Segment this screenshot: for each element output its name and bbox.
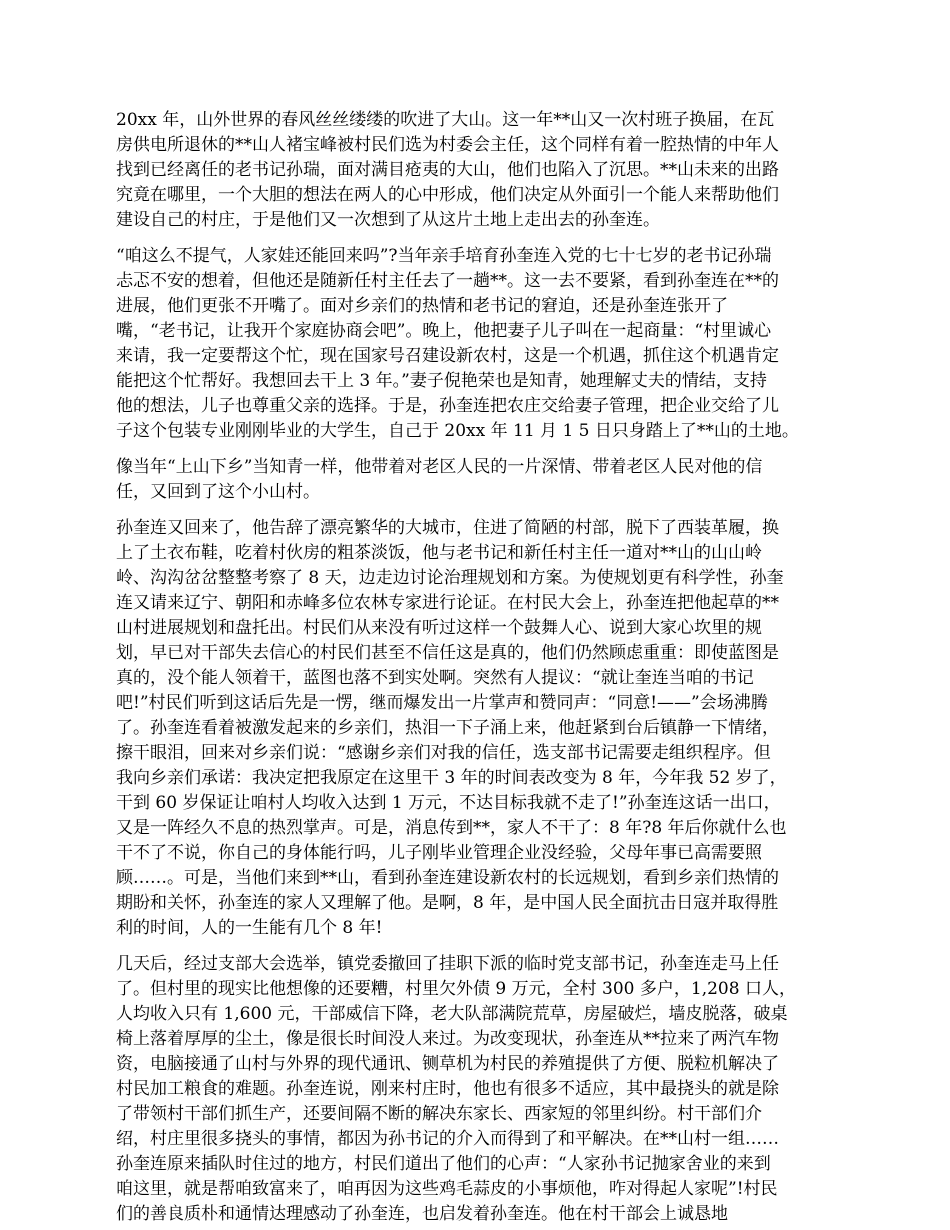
text-line: 绍，村庄里很多挠头的事情，都因为孙书记的介入而得到了和平解决。在**山村一组……: [116, 1129, 779, 1149]
text-line: 孙奎连又回来了，他告辞了漂亮繁华的大城市，住进了简陋的村部，脱下了西装革履，换: [116, 518, 779, 538]
text-line: 顾……。可是，当他们来到**山，看到孙奎连建设新农村的长远规划，看到乡亲们热情的: [116, 868, 779, 888]
paragraph: [116, 244, 837, 444]
text-line: 擦干眼泪，回来对乡亲们说：“感谢乡亲们对我的信任，选支部书记需要走组织程序。但: [116, 743, 771, 763]
text-line: 又是一阵经久不息的热烈掌声。可是，消息传到**，家人不干了：8 年?8 年后你就什么也: [116, 818, 787, 838]
paragraph: [116, 455, 837, 505]
text-line: 连又请来辽宁、朝阳和赤峰多位农林专家进行论证。在村民大会上，孙奎连把他起草的**: [116, 593, 779, 613]
paragraph: [116, 108, 837, 233]
text-line: 干不了不说，你自己的身体能行吗，儿子刚毕业管理企业没经验，父母年事已高需要照: [116, 843, 762, 863]
text-line: 究竟在哪里，一个大胆的想法在两人的心中形成，他们决定从外面引一个能人来帮助他们: [116, 185, 779, 205]
text-line: 了带领村干部们抓生产，还要间隔不断的解决东家长、西家短的邻里纠纷。村干部们介: [116, 1104, 762, 1124]
text-line: 找到已经离任的老书记孙瑞，面对满目疮夷的大山，他们也陷入了沉思。**山未来的出路: [116, 160, 779, 180]
text-line: 咱这里，就是帮咱致富来了，咱再因为这些鸡毛蒜皮的小事烦他，咋对得起人家呢”!村民: [116, 1179, 778, 1199]
text-line: 真的，没个能人领着干，蓝图也落不到实处啊。突然有人提议：“就让奎连当咱的书记: [116, 668, 754, 688]
text-line: 资，电脑接通了山村与外界的现代通讯、铡草机为村民的养殖提供了方便、脱粒机解决了: [116, 1054, 779, 1074]
text-line: 20xx 年，山外世界的春风丝丝缕缕的吹进了大山。这一年**山又一次村班子换届，在瓦: [116, 110, 775, 130]
text-line: 了。孙奎连看着被激发起来的乡亲们，热泪一下子涌上来，他赶紧到台后镇静一下情绪，: [116, 718, 779, 738]
text-line: 子这个包装专业刚刚毕业的大学生，自己于 20xx 年 11 月 1 5 日只身踏上了**山的土地。: [116, 421, 799, 441]
text-line: 岭、沟沟岔岔整整考察了 8 天，边走边讨论治理规划和方案。为使规划更有科学性，孙奎: [116, 568, 784, 588]
text-line: 期盼和关怀，孙奎连的家人又理解了他。是啊，8 年，是中国人民全面抗击日寇并取得胜: [116, 893, 779, 913]
text-line: 了。但村里的现实比他想像的还要糟，村里欠外债 9 万元，全村 300 多户，1,208 口人，: [116, 979, 796, 999]
text-line: 房供电所退休的**山人褚宝峰被村民们选为村委会主任，这个同样有着一腔热情的中年人: [116, 135, 779, 155]
text-line: 上了土衣布鞋，吃着村伙房的粗茶淡饭，他与老书记和新任村主任一道对**山的山山岭: [116, 543, 762, 563]
text-line: 们的善良质朴和通情达理感动了孙奎连，也启发着孙奎连。他在村干部会上诚恳地: [116, 1204, 728, 1224]
text-line: 任，又回到了这个小山村。: [116, 482, 320, 502]
text-line: 忐忑不安的想着，但他还是随新任村主任去了一趟**。这一去不要紧，看到孙奎连在**的: [116, 271, 779, 291]
text-line: 能把这个忙帮好。我想回去干上 3 年。”妻子倪艳荣也是知青，她理解丈夫的情结，支持: [116, 371, 767, 391]
text-line: “咱这么不提气，人家娃还能回来吗”?当年亲手培育孙奎连入党的七十七岁的老书记孙瑞: [116, 246, 772, 266]
text-line: 几天后，经过支部大会选举，镇党委撤回了挂职下派的临时党支部书记，孙奎连走马上任: [116, 954, 779, 974]
text-line: 来请，我一定要帮这个忙，现在国家号召建设新农村，这是一个机遇，抓住这个机遇肯定: [116, 346, 779, 366]
paragraph: [116, 516, 837, 941]
text-line: 吧!”村民们听到这话后先是一愣，继而爆发出一片掌声和赞同声：“同意!——”会场沸腾: [116, 693, 768, 713]
text-line: 像当年“上山下乡”当知青一样，他带着对老区人民的一片深情、带着老区人民对他的信: [116, 457, 763, 477]
text-line: 人均收入只有 1,600 元，干部威信下降，老大队部满院荒草，房屋破烂，墙皮脱落，破桌: [116, 1004, 788, 1024]
text-line: 我向乡亲们承诺：我决定把我原定在这里干 3 年的时间表改变为 8 年，今年我 52 岁了，: [116, 768, 787, 788]
text-line: 划，早已对干部失去信心的村民们甚至不信任这是真的，他们仍然顾虑重重：即使蓝图是: [116, 643, 779, 663]
text-line: 利的时间，人的一生能有几个 8 年!: [116, 918, 383, 938]
text-line: 嘴，“老书记，让我开个家庭协商会吧”。晚上，他把妻子儿子叫在一起商量：“村里诚心: [116, 321, 772, 341]
text-line: 孙奎连原来插队时住过的地方，村民们道出了他们的心声：“人家孙书记抛家舍业的来到: [116, 1154, 771, 1174]
text-line: 山村进展规划和盘托出。村民们从来没有听过这样一个鼓舞人心、说到大家心坎里的规: [116, 618, 762, 638]
text-line: 进展，他们更张不开嘴了。面对乡亲们的热情和老书记的窘迫，还是孙奎连张开了: [116, 296, 728, 316]
text-line: 他的想法，儿子也尊重父亲的选择。于是，孙奎连把农庄交给妻子管理，把企业交给了儿: [116, 396, 779, 416]
document-body: [116, 108, 837, 1227]
text-line: 建设自己的村庄，于是他们又一次想到了从这片土地上走出去的孙奎连。: [116, 210, 660, 230]
text-line: 村民加工粮食的难题。孙奎连说，刚来村庄时，他也有很多不适应，其中最挠头的就是除: [116, 1079, 779, 1099]
text-line: 椅上落着厚厚的尘土，像是很长时间没人来过。为改变现状，孙奎连从**拉来了两汽车物: [116, 1029, 779, 1049]
text-line: 干到 60 岁保证让咱村人均收入达到 1 万元，不达目标我就不走了!”孙奎连这话一出口，: [116, 793, 781, 813]
paragraph: [116, 952, 837, 1227]
